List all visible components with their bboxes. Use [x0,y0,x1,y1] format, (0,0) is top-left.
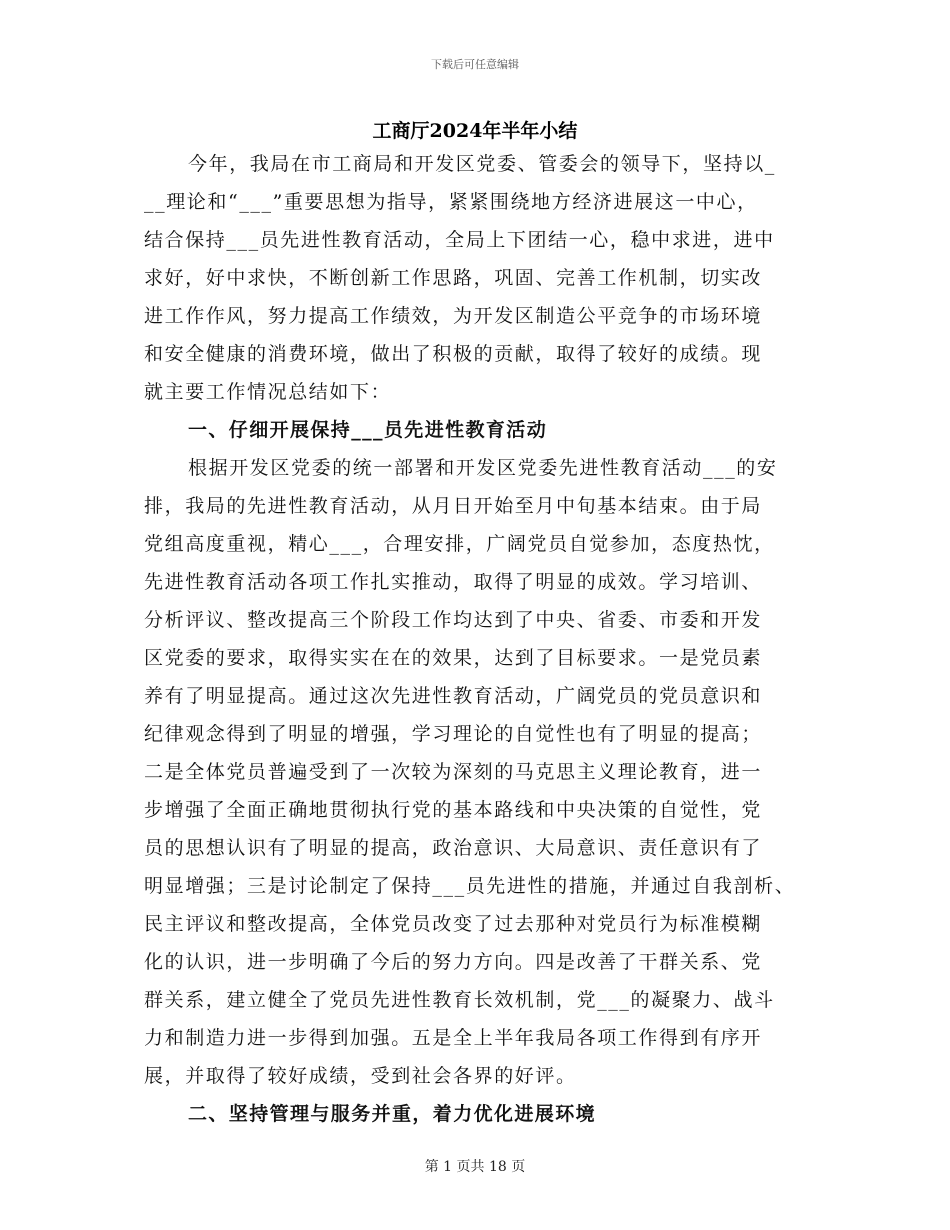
body-line: 根据开发区党委的统一部署和开发区党委先进性教育活动___的安 [188,457,778,479]
body-line: 今年，我局在市工商局和开发区党委、管委会的领导下，坚持以_ [188,153,776,175]
body-line: 化的认识，进一步明确了今后的努力方向。四是改善了干群关系、党 [144,951,763,973]
document-title: 工商厅2024年半年小结 [372,120,578,142]
section-heading: 二、坚持管理与服务并重，着力优化进展环境 [188,1103,597,1125]
body-line: 和安全健康的消费环境，做出了积极的贡献，取得了较好的成绩。现 [144,343,763,365]
section-heading: 一、仔细开展保持___员先进性教育活动 [188,419,548,441]
body-line: 分析评议、整改提高三个阶段工作均达到了中央、省委、市委和开发 [144,609,763,631]
body-line: 求好，好中求快，不断创新工作思路，巩固、完善工作机制，切实改 [144,267,763,289]
body-line: 员的思想认识有了明显的提高，政治意识、大局意识、责任意识有了 [144,837,763,859]
body-line: 纪律观念得到了明显的增强，学习理论的自觉性也有了明显的提高； [144,723,763,745]
body-line: __理论和“___”重要思想为指导，紧紧围绕地方经济进展这一中心， [144,191,758,213]
body-line: 步增强了全面正确地贯彻执行党的基本路线和中央决策的自觉性，党 [144,799,763,821]
body-line: 民主评议和整改提高，全体党员改变了过去那种对党员行为标准模糊 [144,913,763,935]
body-line: 明显增强；三是讨论制定了保持___员先进性的措施，并通过自我剖析、 [144,875,796,897]
body-line: 进工作作风，努力提高工作绩效，为开发区制造公平竞争的市场环境 [144,305,763,327]
body-line: 展，并取得了较好成绩，受到社会各界的好评。 [144,1065,577,1087]
body-line: 区党委的要求，取得实实在在的效果，达到了目标要求。一是党员素 [144,647,763,669]
body-line: 二是全体党员普遍受到了一次较为深刻的马克思主义理论教育，进一 [144,761,763,783]
body-line: 党组高度重视，精心___，合理安排，广阔党员自觉参加，态度热忱， [144,533,775,555]
body-line: 结合保持___员先进性教育活动，全局上下团结一心，稳中求进，进中 [144,229,775,251]
body-line: 群关系，建立健全了党员先进性教育长效机制，党___的凝聚力、战斗 [144,989,775,1011]
page-footer: 第 1 页共 18 页 [424,1159,526,1175]
body-line: 力和制造力进一步得到加强。五是全上半年我局各项工作得到有序开 [144,1027,763,1049]
body-line: 先进性教育活动各项工作扎实推动，取得了明显的成效。学习培训、 [144,571,763,593]
header-note: 下载后可任意编辑 [431,58,519,71]
body-line: 就主要工作情况总结如下： [144,381,392,403]
body-line: 养有了明显提高。通过这次先进性教育活动，广阔党员的党员意识和 [144,685,763,707]
body-line: 排，我局的先进性教育活动，从月日开始至月中旬基本结束。由于局 [144,495,763,517]
